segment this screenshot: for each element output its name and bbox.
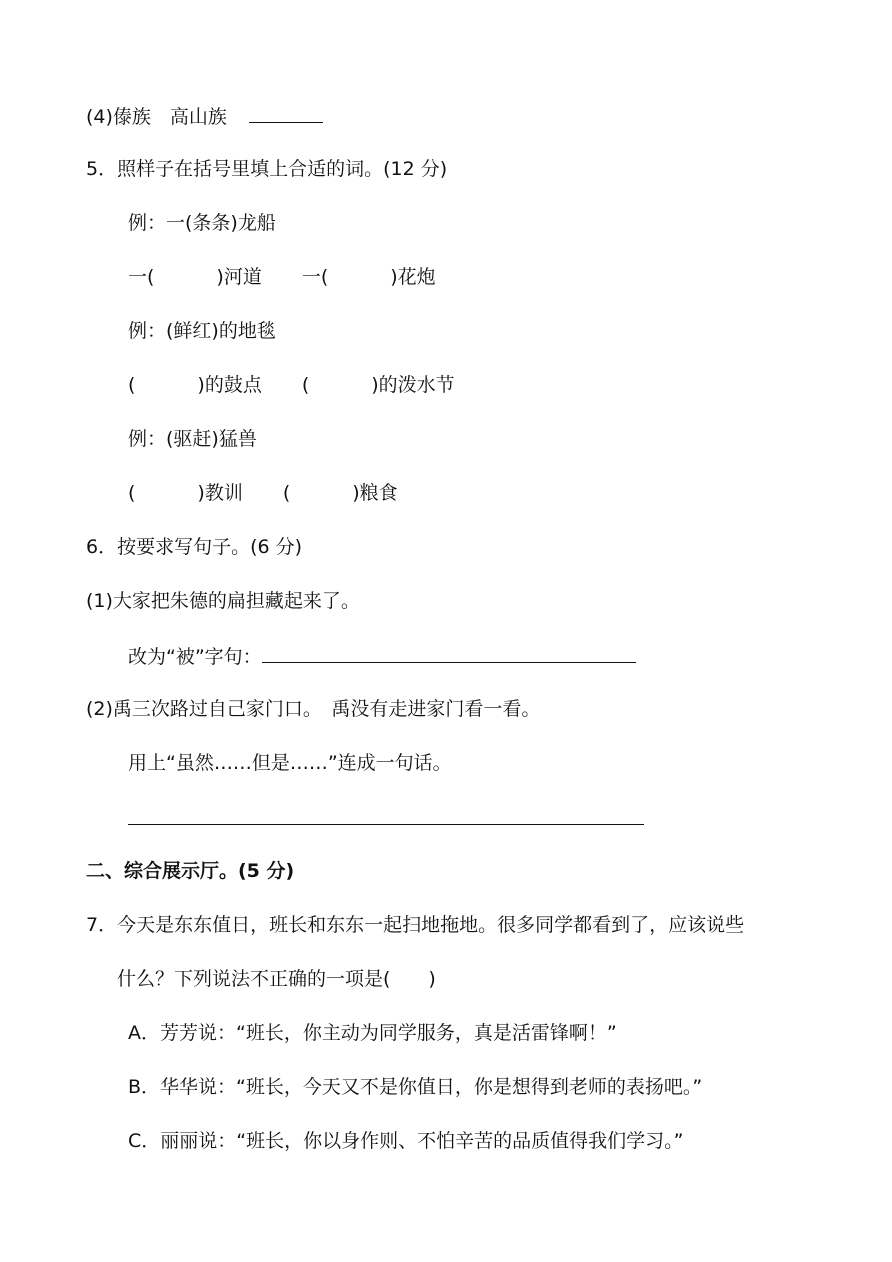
q6-title: 6．按要求写句子。(6 分) [86, 536, 303, 558]
q5-example-2: 例：(鲜红)的地毯 [128, 320, 276, 342]
q5-example-3: 例：(驱赶)猛兽 [128, 428, 257, 450]
q7-option-b[interactable]: B．华华说：“班长，今天又不是你值日，你是想得到老师的表扬吧。” [128, 1076, 703, 1098]
q5-row-1: 一( )河道 一( )花炮 [128, 266, 436, 288]
q5-example-1: 例：一(条条)龙船 [128, 212, 276, 234]
q7-line-2: 什么？下列说法不正确的一项是( ) [117, 968, 436, 990]
q6-sentence-1: (1)大家把朱德的扁担藏起来了。 [86, 590, 360, 612]
q7-line-1: 7．今天是东东值日，班长和东东一起扫地拖地。很多同学都看到了，应该说些 [86, 914, 745, 936]
q7-option-a[interactable]: A．芳芳说：“班长，你主动为同学服务，真是活雷锋啊！” [128, 1022, 617, 1044]
q6-sentence-2: (2)禹三次路过自己家门口。 禹没有走进家门看一看。 [86, 698, 541, 720]
answer-line[interactable] [262, 642, 636, 663]
q7-option-c[interactable]: C．丽丽说：“班长，你以身作则、不怕辛苦的品质值得我们学习。” [128, 1130, 684, 1152]
q6-task-1: 改为“被”字句： [128, 642, 636, 670]
q6-task-2: 用上“虽然……但是……”连成一句话。 [128, 752, 452, 774]
section-2-title: 二、综合展示厅。(5 分) [86, 860, 295, 882]
answer-line[interactable] [128, 804, 644, 825]
q5-title: 5．照样子在括号里填上合适的词。(12 分) [86, 158, 448, 180]
q4-item4: (4)傣族 高山族 [86, 102, 323, 130]
q6-answer-line [128, 804, 644, 832]
q5-row-3: ( )教训 ( )粮食 [128, 482, 398, 504]
answer-blank[interactable] [249, 102, 323, 123]
q5-row-2: ( )的鼓点 ( )的泼水节 [128, 374, 455, 396]
